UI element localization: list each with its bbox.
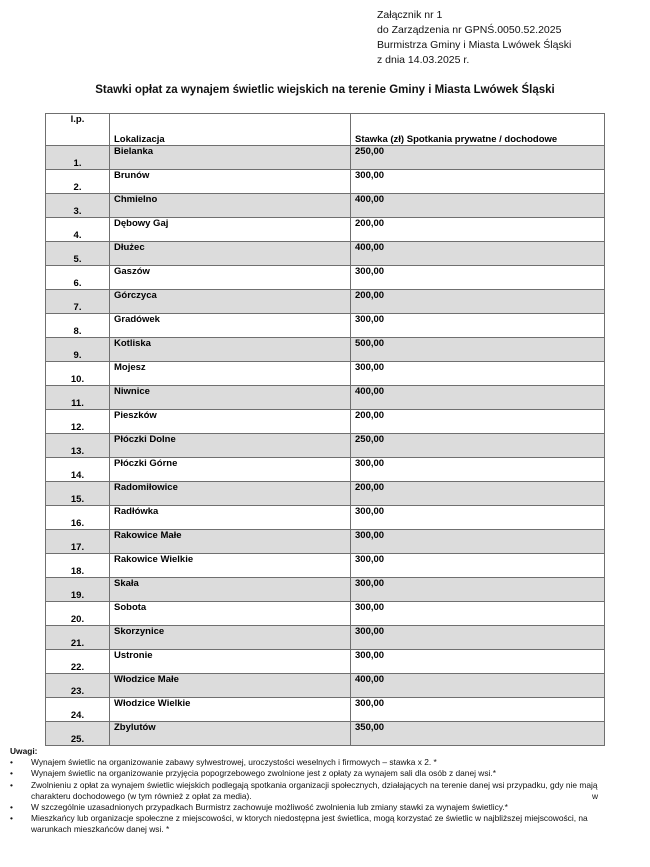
- row-location: Brunów: [110, 170, 351, 194]
- table-row: [46, 338, 605, 362]
- table-body: [46, 146, 605, 746]
- note-item: [10, 768, 600, 779]
- table-row: [46, 506, 605, 530]
- row-number: 6.: [46, 266, 110, 290]
- row-number: 24.: [46, 698, 110, 722]
- row-rate: 250,00: [351, 434, 605, 458]
- table-row: [46, 578, 605, 602]
- row-rate: 300,00: [351, 650, 605, 674]
- row-rate: 400,00: [351, 674, 605, 698]
- table-row: [46, 194, 605, 218]
- row-rate: 300,00: [351, 602, 605, 626]
- table-row: [46, 554, 605, 578]
- row-rate: 350,00: [351, 722, 605, 746]
- row-rate: 300,00: [351, 170, 605, 194]
- row-location: Pieszków: [110, 410, 351, 434]
- row-location: Płóczki Górne: [110, 458, 351, 482]
- row-rate: 300,00: [351, 698, 605, 722]
- row-number: 9.: [46, 338, 110, 362]
- row-location: Dębowy Gaj: [110, 218, 351, 242]
- row-location: Gaszów: [110, 266, 351, 290]
- row-number: 23.: [46, 674, 110, 698]
- table-row: [46, 266, 605, 290]
- table-row: [46, 722, 605, 746]
- table-row: [46, 386, 605, 410]
- row-number: 11.: [46, 386, 110, 410]
- bullet-icon: •: [10, 779, 13, 790]
- row-rate: 300,00: [351, 362, 605, 386]
- row-rate: 300,00: [351, 458, 605, 482]
- table-row: [46, 698, 605, 722]
- row-location: Radomiłowice: [110, 482, 351, 506]
- attachment-number: Załącznik nr 1: [377, 9, 443, 21]
- row-rate: 200,00: [351, 482, 605, 506]
- table-row: [46, 362, 605, 386]
- row-number: 5.: [46, 242, 110, 266]
- note-item: [10, 757, 600, 768]
- note-tail: w: [591, 790, 598, 801]
- row-number: 7.: [46, 290, 110, 314]
- note-text: Wynajem świetlic na organizowanie przyjęcia popogrzebowego zwolnione jest z opłaty za wynajem sali dla osób z danej wsi.*: [31, 768, 496, 779]
- row-rate: 200,00: [351, 290, 605, 314]
- ordinance-reference: do Zarządzenia nr GPNŚ.0050.52.2025: [377, 24, 562, 36]
- document-title: Stawki opłat za wynajem świetlic wiejskich na terenie Gminy i Miasta Lwówek Śląski: [95, 84, 555, 96]
- row-rate: 300,00: [351, 530, 605, 554]
- row-location: Gradówek: [110, 314, 351, 338]
- bullet-icon: •: [10, 768, 13, 779]
- row-location: Włodzice Wielkie: [110, 698, 351, 722]
- row-rate: 300,00: [351, 578, 605, 602]
- note-item: [10, 780, 600, 802]
- row-location: Dłużec: [110, 242, 351, 266]
- row-number: 22.: [46, 650, 110, 674]
- row-number: 8.: [46, 314, 110, 338]
- row-location: Skorzynice: [110, 626, 351, 650]
- note-item: [10, 813, 600, 835]
- table-row: [46, 314, 605, 338]
- table-row: [46, 674, 605, 698]
- row-rate: 400,00: [351, 242, 605, 266]
- row-location: Bielanka: [110, 146, 351, 170]
- row-number: 20.: [46, 602, 110, 626]
- row-number: 3.: [46, 194, 110, 218]
- row-number: 21.: [46, 626, 110, 650]
- bullet-icon: •: [10, 813, 13, 824]
- table-row: [46, 458, 605, 482]
- row-number: 2.: [46, 170, 110, 194]
- row-number: 4.: [46, 218, 110, 242]
- row-location: Rakowice Małe: [110, 530, 351, 554]
- row-location: Kotliska: [110, 338, 351, 362]
- table-header-row: [46, 114, 605, 146]
- table-row: [46, 650, 605, 674]
- table-row: [46, 146, 605, 170]
- row-rate: 300,00: [351, 506, 605, 530]
- row-number: 25.: [46, 722, 110, 746]
- column-header-rate: Stawka (zł) Spotkania prywatne / dochodowe: [351, 114, 605, 146]
- row-location: Włodzice Małe: [110, 674, 351, 698]
- row-number: 13.: [46, 434, 110, 458]
- row-rate: 300,00: [351, 554, 605, 578]
- note-item: [10, 802, 600, 813]
- bullet-icon: •: [10, 757, 13, 768]
- notes-list: [10, 757, 600, 835]
- row-rate: 300,00: [351, 266, 605, 290]
- column-header-location: Lokalizacja: [110, 114, 351, 146]
- notes-title: Uwagi:: [10, 746, 38, 756]
- row-number: 15.: [46, 482, 110, 506]
- row-location: Mojesz: [110, 362, 351, 386]
- row-location: Sobota: [110, 602, 351, 626]
- row-number: 17.: [46, 530, 110, 554]
- row-location: Radłówka: [110, 506, 351, 530]
- row-rate: 300,00: [351, 626, 605, 650]
- note-text: Zwolnieniu z opłat za wynajem świetlic wiejskich podlegają spotkania organizacji społecznych, działających na terenie danej wsi przypadku, gdy nie mają charakteru dochodowego (w tym również z opłat za media).: [31, 779, 598, 801]
- row-number: 10.: [46, 362, 110, 386]
- rates-table: [45, 113, 605, 746]
- table-row: [46, 410, 605, 434]
- table-row: [46, 482, 605, 506]
- row-location: Ustronie: [110, 650, 351, 674]
- note-text: Mieszkańcy lub organizacje społeczne z miejscowości, w ktorych niedostępna jest świetlica, mogą korzystać ze świetlic w najbliższej miejscowości, na warunkach mieszkańców danej wsi. *: [31, 813, 588, 835]
- table-row: [46, 242, 605, 266]
- table-row: [46, 434, 605, 458]
- table-row: [46, 626, 605, 650]
- table-row: [46, 290, 605, 314]
- issue-date: z dnia 14.03.2025 r.: [377, 54, 470, 66]
- notes-section: [10, 746, 600, 836]
- row-location: Płóczki Dolne: [110, 434, 351, 458]
- row-location: Chmielno: [110, 194, 351, 218]
- row-rate: 200,00: [351, 410, 605, 434]
- row-number: 16.: [46, 506, 110, 530]
- issuer: Burmistrza Gminy i Miasta Lwówek Śląski: [377, 39, 572, 51]
- table-row: [46, 602, 605, 626]
- row-rate: 300,00: [351, 314, 605, 338]
- table-row: [46, 170, 605, 194]
- note-text: W szczególnie uzasadnionych przypadkach Burmistrz zachowuje możliwość zwolnienia lub zmiany stawki za wynajem świetlicy.*: [31, 802, 508, 813]
- row-rate: 500,00: [351, 338, 605, 362]
- row-location: Niwnice: [110, 386, 351, 410]
- row-location: Górczyca: [110, 290, 351, 314]
- table-row: [46, 530, 605, 554]
- column-header-lp: l.p.: [46, 114, 110, 146]
- row-number: 18.: [46, 554, 110, 578]
- row-number: 14.: [46, 458, 110, 482]
- attachment-header: [377, 8, 571, 68]
- row-rate: 200,00: [351, 218, 605, 242]
- row-number: 12.: [46, 410, 110, 434]
- table-row: [46, 218, 605, 242]
- bullet-icon: •: [10, 802, 13, 813]
- row-number: 1.: [46, 146, 110, 170]
- row-location: Rakowice Wielkie: [110, 554, 351, 578]
- row-rate: 400,00: [351, 194, 605, 218]
- row-location: Zbylutów: [110, 722, 351, 746]
- note-text: Wynajem świetlic na organizowanie zabawy sylwestrowej, uroczystości weselnych i firmowych – stawka x 2. *: [31, 757, 437, 768]
- row-rate: 250,00: [351, 146, 605, 170]
- row-rate: 400,00: [351, 386, 605, 410]
- row-location: Skała: [110, 578, 351, 602]
- row-number: 19.: [46, 578, 110, 602]
